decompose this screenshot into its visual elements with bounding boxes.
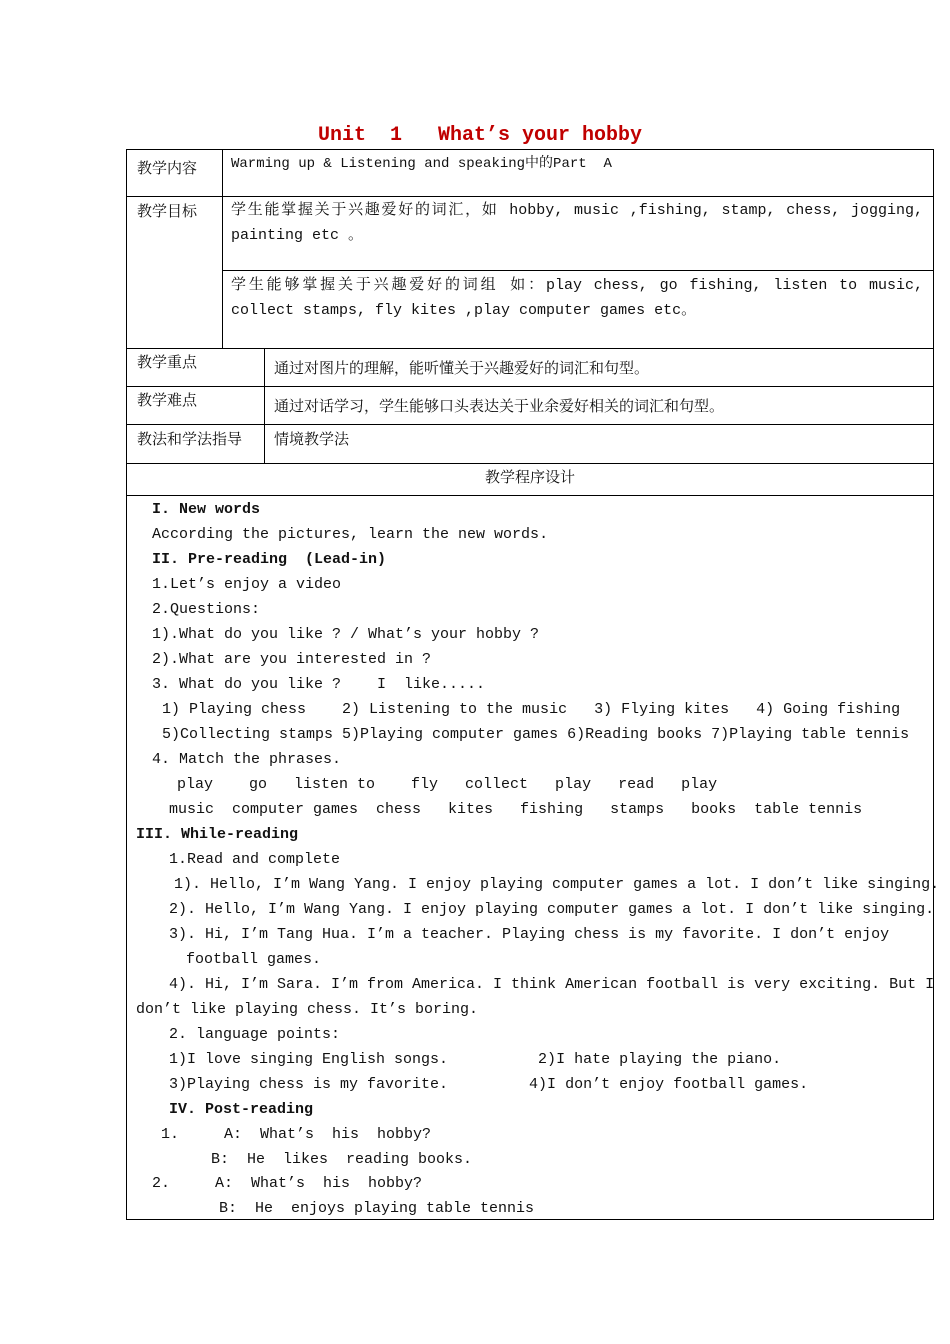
procedure-line: 1.Read and complete xyxy=(169,851,341,868)
key-label: 教学重点 xyxy=(137,353,198,371)
procedure-line: 3. What do you like ? I like..... xyxy=(152,676,486,693)
goal-1: 学生能掌握关于兴趣爱好的词汇，如 hobby, music ,fishing, stamp, chess, jogging, painting etc 。 xyxy=(231,202,923,244)
divider xyxy=(222,150,223,348)
difficulty-label: 教学难点 xyxy=(137,391,198,409)
divider xyxy=(127,386,933,387)
divider xyxy=(127,196,933,197)
page-title: Unit 1 What’s your hobby xyxy=(318,124,643,147)
lesson-plan-table xyxy=(126,149,940,1220)
difficulty-value: 通过对话学习，学生能够口头表达关于业余爱好相关的词汇和句型。 xyxy=(274,397,725,415)
procedure-line: play go listen to fly collect play read play xyxy=(177,776,718,793)
section-heading: I. New words xyxy=(152,501,261,518)
procedure-header: 教学程序设计 xyxy=(484,468,575,486)
divider xyxy=(264,348,265,463)
section-heading: II. Pre-reading (Lead-in) xyxy=(152,551,387,568)
procedure-line: don’t like playing chess. It’s boring. xyxy=(136,1001,479,1018)
content-value: Warming up & Listening and speaking中的Part A xyxy=(231,156,612,172)
procedure-line: 1. A: What’s his hobby? xyxy=(161,1126,432,1143)
procedure-line: 2.Questions: xyxy=(152,601,261,618)
divider xyxy=(222,270,933,271)
procedure-line: 1.Let’s enjoy a video xyxy=(152,576,342,593)
procedure-line: 1).What do you like ? / What’s your hobby ? xyxy=(152,626,540,643)
procedure-line: B: He likes reading books. xyxy=(211,1151,473,1168)
procedure-line: 2). Hello, I’m Wang Yang. I enjoy playing computer games a lot. I don’t like singing. xyxy=(169,901,935,918)
procedure-line: 3). Hi, I’m Tang Hua. I’m a teacher. Playing chess is my favorite. I don’t enjoy xyxy=(169,926,890,943)
divider xyxy=(127,424,933,425)
method-label: 教法和学法指导 xyxy=(137,430,243,448)
goal-2: 学生能够掌握关于兴趣爱好的词组 如：play chess, go fishing, listen to music, collect stamps, fly kites ,play computer games etc。 xyxy=(231,277,923,319)
content-label: 教学内容 xyxy=(137,159,198,177)
section-heading: III. While-reading xyxy=(136,826,299,843)
procedure-line: 4). Hi, I’m Sara. I’m from America. I think American football is very exciting. But I xyxy=(169,976,935,993)
divider xyxy=(127,495,933,496)
procedure-line: 2. language points: xyxy=(169,1026,341,1043)
goal-label: 教学目标 xyxy=(137,202,198,220)
procedure-line: 2).What are you interested in ? xyxy=(152,651,432,668)
procedure-line: football games. xyxy=(186,951,322,968)
procedure-line: 2. A: What’s his hobby? xyxy=(152,1175,423,1192)
procedure-line: 3)Playing chess is my favorite. 4)I don’t enjoy football games. xyxy=(169,1076,809,1093)
procedure-line: music computer games chess kites fishing stamps books table tennis xyxy=(169,801,863,818)
divider xyxy=(127,348,933,349)
divider xyxy=(127,463,933,464)
procedure-line: According the pictures, learn the new words. xyxy=(152,526,549,543)
procedure-line: 4. Match the phrases. xyxy=(152,751,342,768)
procedure-line: 1)I love singing English songs. 2)I hate playing the piano. xyxy=(169,1051,782,1068)
procedure-line: 5)Collecting stamps 5)Playing computer games 6)Reading books 7)Playing table tennis xyxy=(162,726,910,743)
procedure-line: 1). Hello, I’m Wang Yang. I enjoy playing computer games a lot. I don’t like singing. xyxy=(174,876,940,893)
procedure-line: 1) Playing chess 2) Listening to the music 3) Flying kites 4) Going fishing xyxy=(162,701,901,718)
procedure-line: B: He enjoys playing table tennis xyxy=(219,1200,535,1217)
section-heading: IV. Post-reading xyxy=(169,1101,314,1118)
method-value: 情境教学法 xyxy=(274,430,350,448)
key-value: 通过对图片的理解，能听懂关于兴趣爱好的词汇和句型。 xyxy=(274,359,650,377)
